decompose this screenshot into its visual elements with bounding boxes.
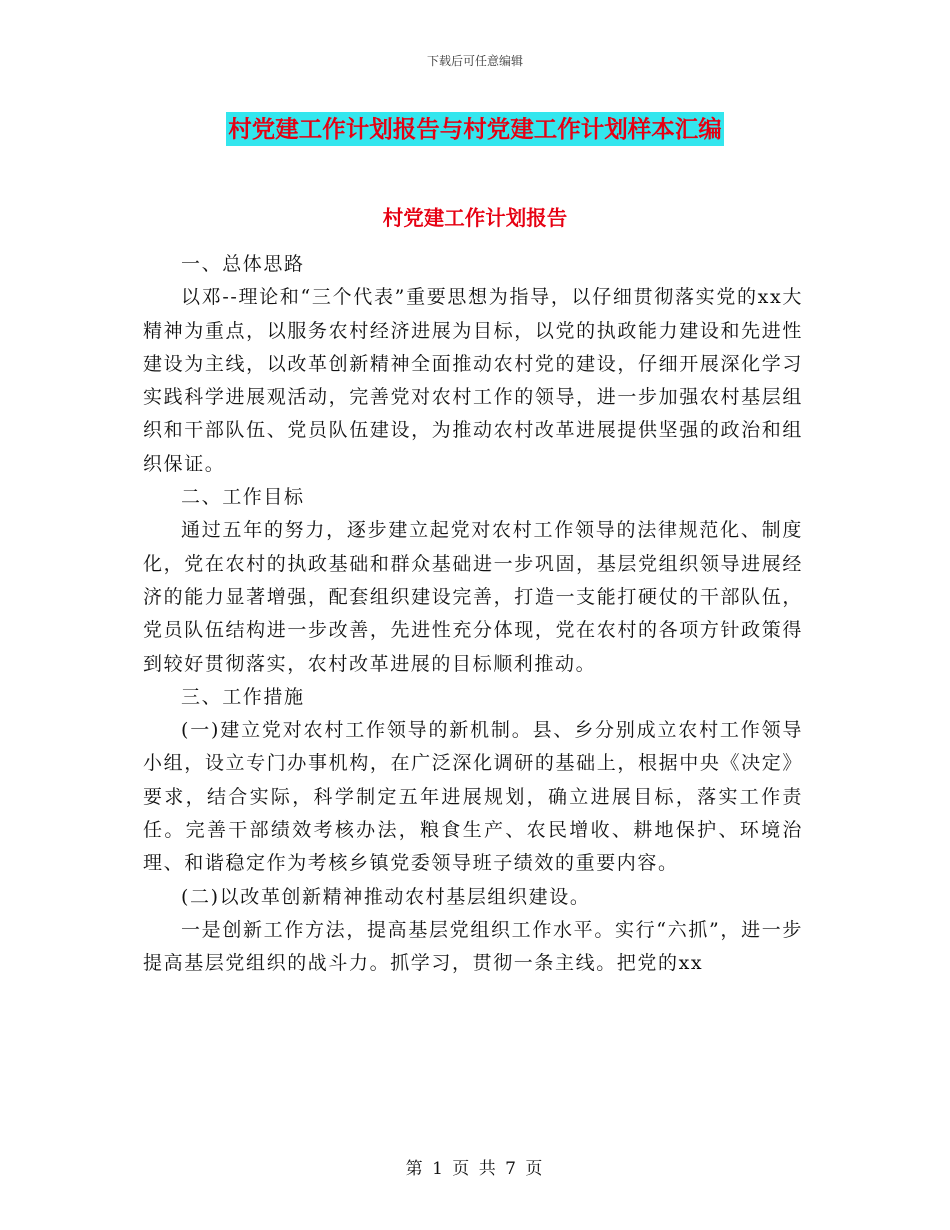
heading-work-goals: 二、工作目标 [181, 486, 305, 509]
main-title: 村党建工作计划报告与村党建工作计划样本汇编 [226, 112, 724, 146]
paragraph-work-goals: 通过五年的努力，逐步建立起党对农村工作领导的法律规范化、制度化，党在农村的执政基础和群众基础进一步巩固，基层党组织领导进展经济的能力显著增强，配套组织建设完善，打造一支能打硬仗的干部队伍，党员队伍结构进一步改善，先进性充分体现，党在农村的各项方针政策得到较好贯彻落实，农村改革进展的目标顺利推动。 [143, 519, 803, 675]
heading-work-measures: 三、工作措施 [181, 685, 305, 708]
heading-overall-idea: 一、总体思路 [181, 253, 305, 275]
section-title: 村党建工作计划报告 [382, 206, 568, 230]
main-title-container [0, 112, 950, 146]
paragraph-measure-2: (二)以改革创新精神推动农村基层组织建设。 [181, 885, 591, 908]
page-header-note: 下载后可任意编辑 [426, 54, 523, 68]
paragraph-measure-2-item-1: 一是创新工作方法，提高基层党组织工作水平。实行“六抓”，进一步提高基层党组织的战斗力。抓学习，贯彻一条主线。把党的xx [143, 918, 803, 975]
page-number-footer: 第 1 页 共 7 页 [405, 1159, 545, 1179]
paragraph-overall-idea: 以邓--理论和“三个代表”重要思想为指导，以仔细贯彻落实党的xx大精神为重点，以服务农村经济进展为目标，以党的执政能力建设和先进性建设为主线，以改革创新精神全面推动农村党的建设，仔细开展深化学习实践科学进展观活动，完善党对农村工作的领导，进一步加强农村基层组织和干部队伍、党员队伍建设，为推动农村改革进展提供坚强的政治和组织保证。 [143, 286, 803, 475]
paragraph-measure-1: (一)建立党对农村工作领导的新机制。县、乡分别成立农村工作领导小组，设立专门办事机构，在广泛深化调研的基础上，根据中央《决定》要求，结合实际，科学制定五年进展规划，确立进展目标，落实工作责任。完善干部绩效考核办法，粮食生产、农民增收、耕地保护、环境治理、和谐稳定作为考核乡镇党委领导班子绩效的重要内容。 [143, 719, 803, 875]
document-body [143, 248, 803, 981]
